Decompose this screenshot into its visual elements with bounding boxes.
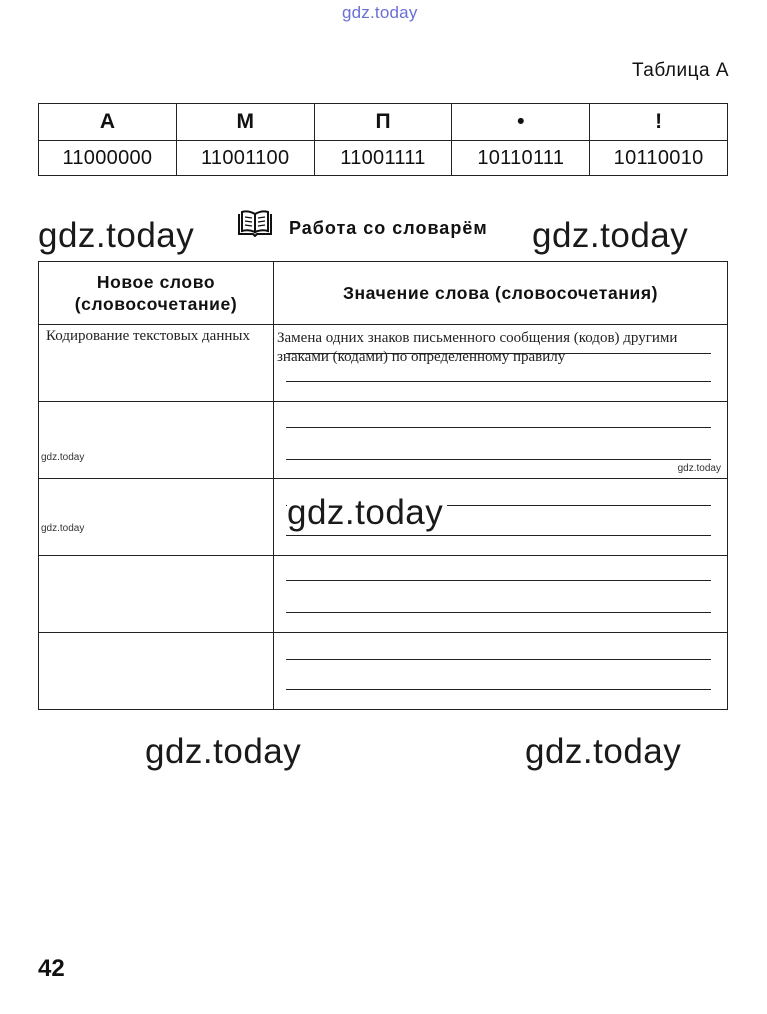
- code-cell: 11001100: [176, 141, 314, 176]
- writing-line: [286, 459, 711, 460]
- term-text: Кодирование текстовых данных: [46, 328, 250, 344]
- dictionary-row: [39, 325, 728, 402]
- symbol-cell: П: [314, 104, 452, 141]
- symbol-cell: •: [452, 104, 590, 141]
- code-cell: 11000000: [39, 141, 177, 176]
- watermark-large-right: gdz.today: [532, 216, 689, 255]
- meaning-cell[interactable]: [274, 556, 728, 633]
- meaning-text: Замена одних знаков письменного сообщения (кодов) другими знаками (кодами) по определенному правилу: [277, 330, 678, 365]
- writing-line: [286, 659, 711, 660]
- term-cell[interactable]: [39, 556, 274, 633]
- meaning-cell[interactable]: [274, 402, 728, 479]
- section-title: Работа со словарём: [289, 218, 488, 238]
- dictionary-header-row: [39, 262, 728, 325]
- writing-line: [286, 381, 711, 382]
- dictionary-row: [39, 479, 728, 556]
- writing-line: [286, 689, 711, 690]
- dictionary-row: [39, 402, 728, 479]
- watermark-small: gdz.today: [41, 523, 85, 534]
- dictionary-row: [39, 556, 728, 633]
- code-cell: 10110111: [452, 141, 590, 176]
- term-cell[interactable]: [39, 479, 274, 556]
- code-table: [38, 103, 728, 176]
- term-cell[interactable]: [39, 325, 274, 402]
- dictionary-row: [39, 633, 728, 710]
- codes-row: [39, 141, 728, 176]
- symbol-cell: !: [590, 104, 728, 141]
- meaning-cell[interactable]: [274, 479, 728, 556]
- watermark-bottom-right: gdz.today: [525, 732, 682, 771]
- table-caption: Таблица А: [632, 60, 729, 81]
- symbol-cell: М: [176, 104, 314, 141]
- writing-line: [286, 612, 711, 613]
- writing-line: [286, 427, 711, 428]
- symbol-cell: А: [39, 104, 177, 141]
- page-number: 42: [38, 955, 65, 982]
- term-cell[interactable]: [39, 402, 274, 479]
- meaning-cell[interactable]: [274, 325, 728, 402]
- watermark-top: gdz.today: [342, 3, 418, 22]
- watermark-large-left: gdz.today: [38, 216, 195, 255]
- book-icon: [237, 209, 273, 237]
- watermark-small: gdz.today: [677, 463, 721, 474]
- code-cell: 11001111: [314, 141, 452, 176]
- watermark-small: gdz.today: [41, 452, 85, 463]
- symbols-row: [39, 104, 728, 141]
- watermark-bottom-left: gdz.today: [145, 732, 302, 771]
- header-meaning: Значение слова (словосочетания): [274, 262, 728, 325]
- watermark-large-center: gdz.today: [287, 493, 447, 533]
- meaning-cell[interactable]: [274, 633, 728, 710]
- term-cell[interactable]: [39, 633, 274, 710]
- writing-line: [286, 535, 711, 536]
- header-term: Новое слово (словосочетание): [39, 262, 274, 325]
- writing-line: [286, 580, 711, 581]
- code-cell: 10110010: [590, 141, 728, 176]
- dictionary-table: [38, 261, 728, 710]
